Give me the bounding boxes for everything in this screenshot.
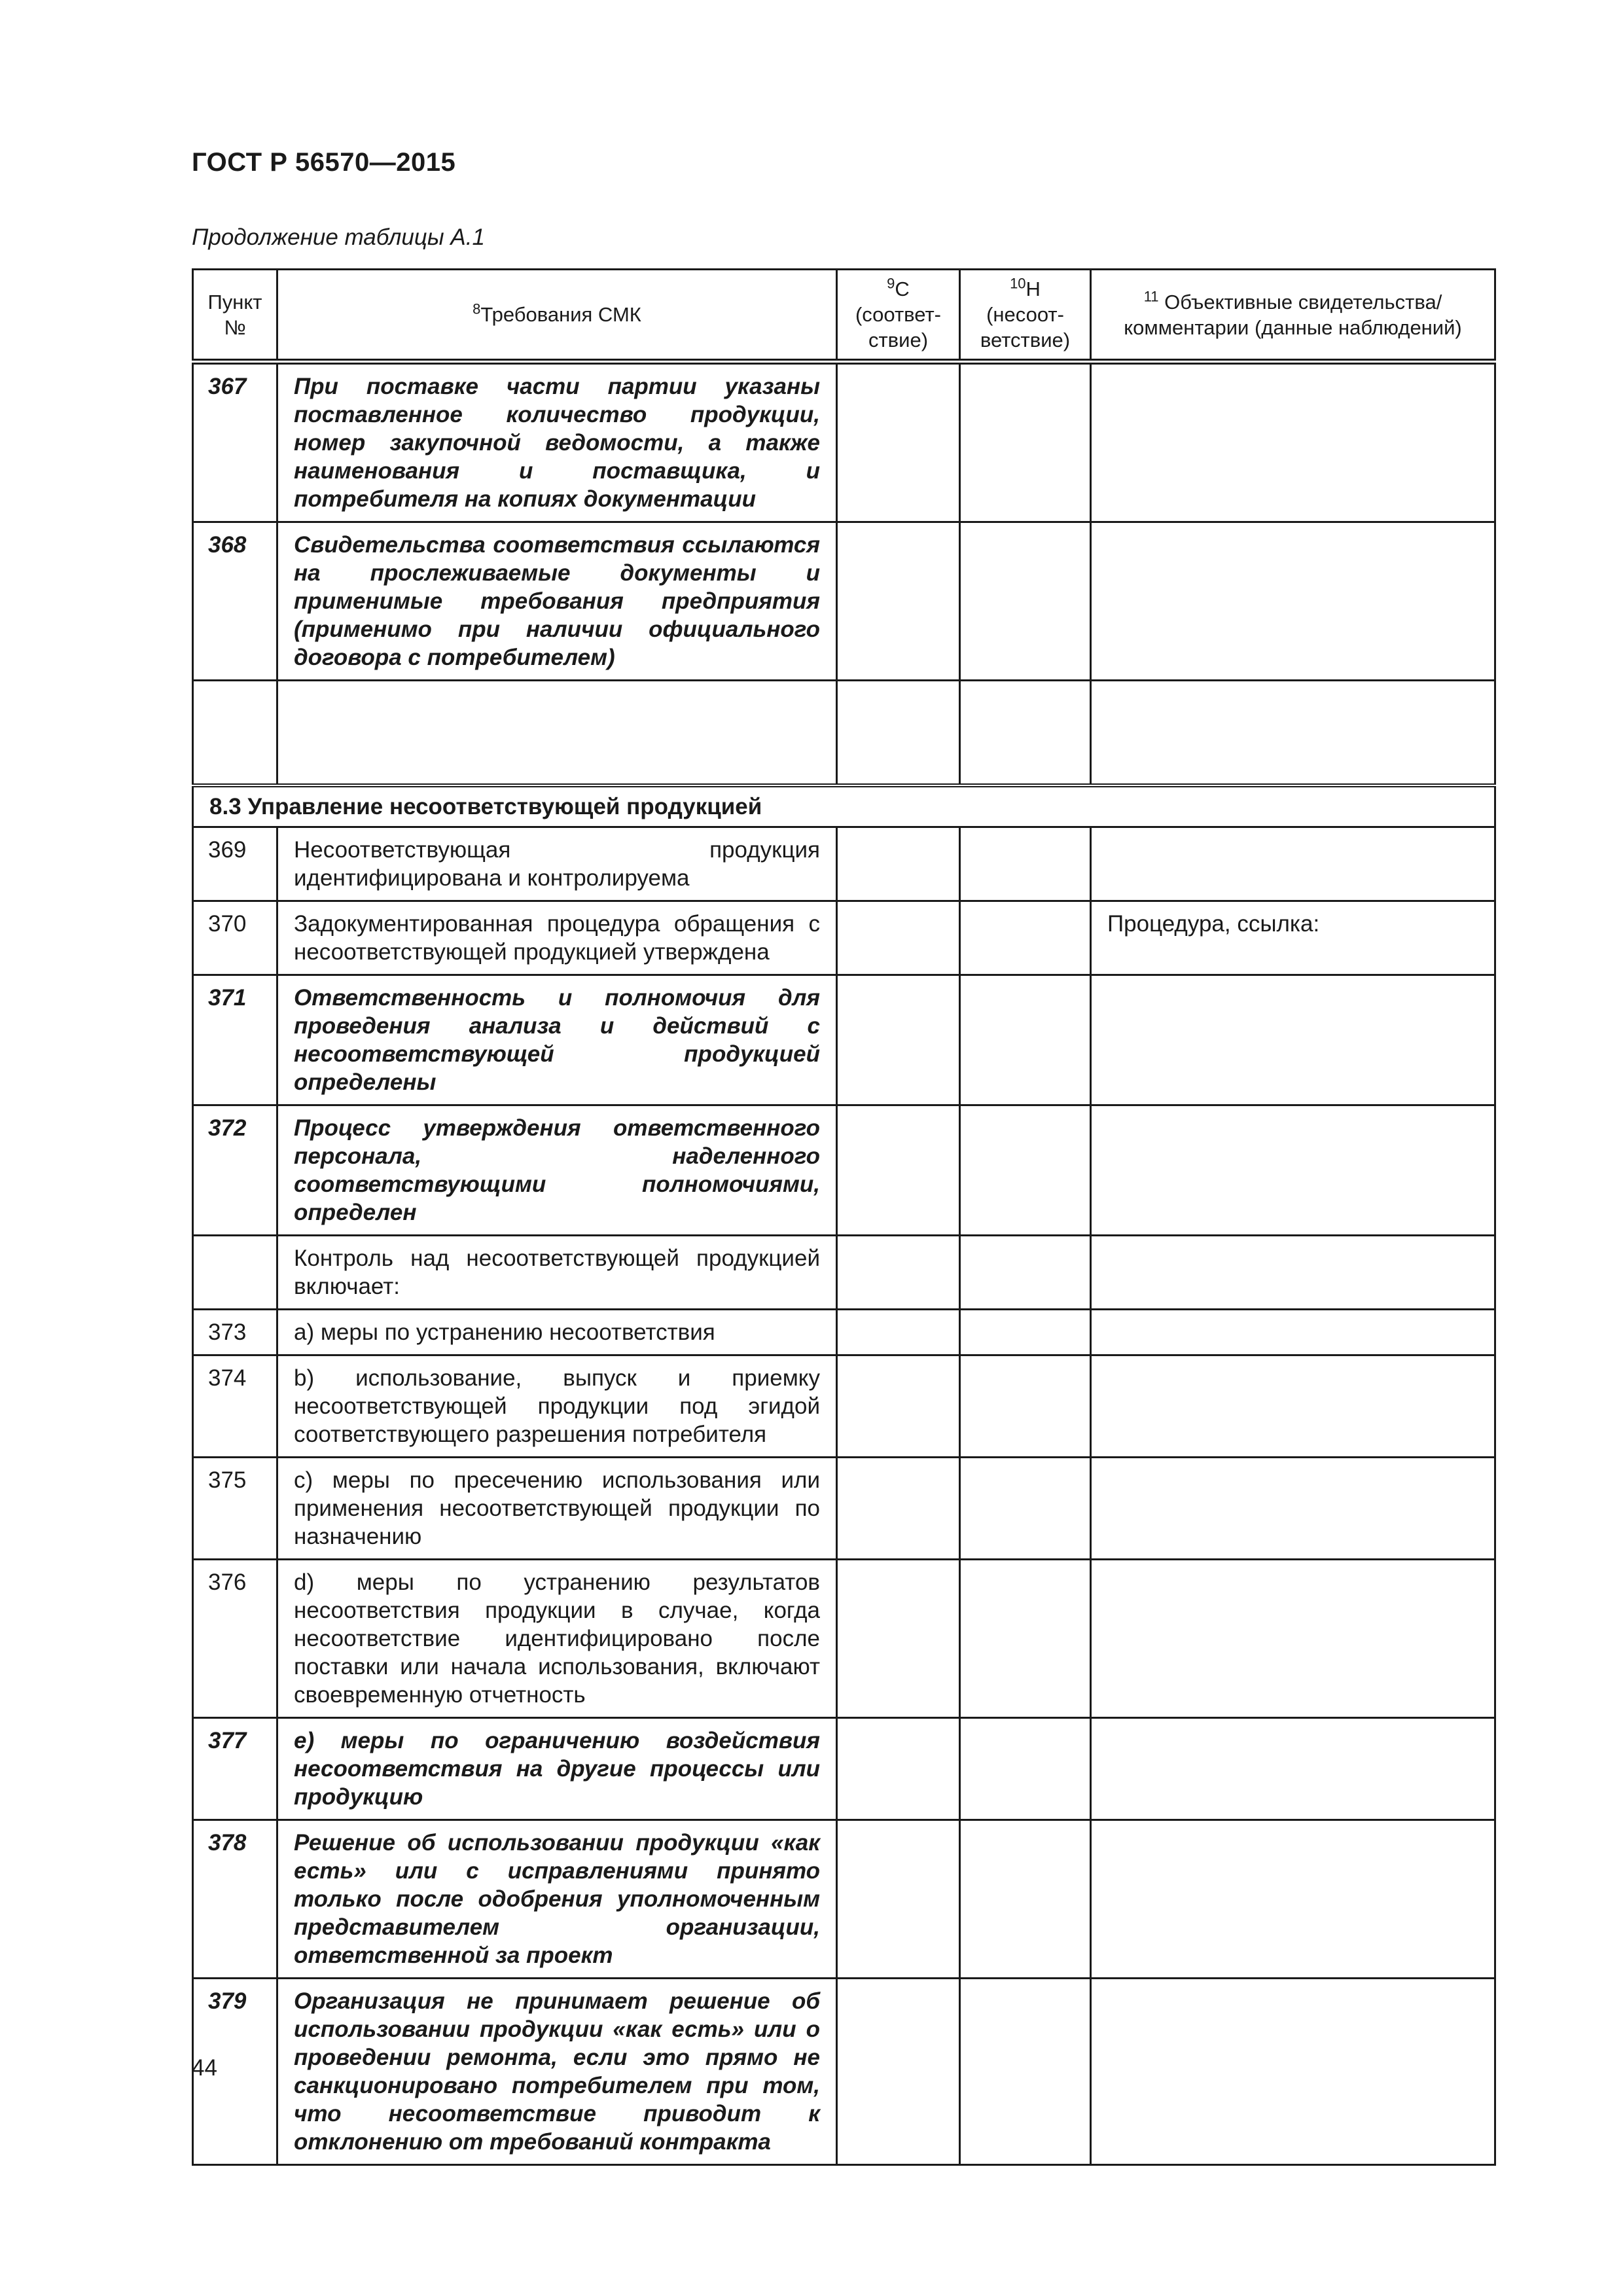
point-number-cell: 379 bbox=[193, 1978, 277, 2164]
conformity-cell bbox=[837, 1355, 960, 1457]
table-row bbox=[193, 681, 1495, 785]
point-number-cell: 372 bbox=[193, 1105, 277, 1235]
nonconformity-cell bbox=[960, 1355, 1091, 1457]
requirement-text-cell: a) меры по устранению несоответствия bbox=[277, 1309, 837, 1355]
requirement-text-cell: Организация не принимает решение об использовании продукции «как есть» или о проведении ремонта, если это прямо не санкционировано потребителем при том, что несоответствие приводит к отклонению от требований контракта bbox=[277, 1978, 837, 2164]
requirement-text-cell: Процесс утверждения ответственного персонала, наделенного соответствующими полномочиями, определен bbox=[277, 1105, 837, 1235]
conformity-cell bbox=[837, 522, 960, 681]
table-body bbox=[193, 362, 1495, 2165]
table-row bbox=[193, 1559, 1495, 1717]
header-nonconformity-sup: 10 bbox=[1010, 275, 1026, 292]
evidence-cell bbox=[1091, 1978, 1495, 2164]
conformity-cell bbox=[837, 1309, 960, 1355]
table-header-row bbox=[193, 270, 1495, 362]
nonconformity-cell bbox=[960, 1559, 1091, 1717]
requirement-text-cell: c) меры по пресечению использования или применения несоответствующей продукции по назначению bbox=[277, 1457, 837, 1559]
requirement-text-cell: b) использование, выпуск и приемку несоответствующей продукции под эгидой соответствующего разрешения потребителя bbox=[277, 1355, 837, 1457]
requirement-text-cell: При поставке части партии указаны поставленное количество продукции, номер закупочной ведомости, а также наименования и поставщика, и потребителя на копиях документации bbox=[277, 362, 837, 522]
conformity-cell bbox=[837, 1559, 960, 1717]
document-header: ГОСТ Р 56570—2015 bbox=[192, 148, 456, 177]
evidence-cell bbox=[1091, 1559, 1495, 1717]
header-evidence-line1: Объективные свидетельства/ bbox=[1158, 290, 1442, 314]
nonconformity-cell bbox=[960, 522, 1091, 681]
table-row bbox=[193, 901, 1495, 975]
table-row bbox=[193, 522, 1495, 681]
evidence-cell bbox=[1091, 681, 1495, 785]
header-nonconformity-line1: Н bbox=[1026, 278, 1041, 300]
evidence-cell bbox=[1091, 522, 1495, 681]
section-row bbox=[193, 785, 1495, 827]
point-number-cell: 374 bbox=[193, 1355, 277, 1457]
evidence-cell bbox=[1091, 1820, 1495, 1978]
evidence-cell bbox=[1091, 1355, 1495, 1457]
nonconformity-cell bbox=[960, 1309, 1091, 1355]
evidence-cell bbox=[1091, 1105, 1495, 1235]
table-row bbox=[193, 827, 1495, 901]
nonconformity-cell bbox=[960, 827, 1091, 901]
point-number-cell: 369 bbox=[193, 827, 277, 901]
table-row bbox=[193, 1717, 1495, 1820]
point-number-cell: 377 bbox=[193, 1717, 277, 1820]
header-conformity-sup: 9 bbox=[887, 275, 895, 292]
header-conformity-line1: С bbox=[895, 278, 910, 300]
point-number-cell bbox=[193, 1235, 277, 1309]
point-number-cell: 370 bbox=[193, 901, 277, 975]
header-conformity-line3: ствие) bbox=[868, 329, 929, 351]
nonconformity-cell bbox=[960, 1978, 1091, 2164]
requirement-text-cell: Контроль над несоответствующей продукцией включает: bbox=[277, 1235, 837, 1309]
conformity-cell bbox=[837, 1717, 960, 1820]
table-row bbox=[193, 362, 1495, 522]
evidence-cell bbox=[1091, 362, 1495, 522]
conformity-cell bbox=[837, 901, 960, 975]
point-number-cell bbox=[193, 681, 277, 785]
requirement-text-cell: Решение об использовании продукции «как есть» или с исправлениями принято только после одобрения уполномоченным представителем организации, ответственной за проект bbox=[277, 1820, 837, 1978]
header-evidence bbox=[1091, 270, 1495, 362]
header-nonconformity bbox=[960, 270, 1091, 362]
table-row bbox=[193, 1457, 1495, 1559]
conformity-cell bbox=[837, 827, 960, 901]
header-point bbox=[193, 270, 277, 362]
point-number-cell: 371 bbox=[193, 975, 277, 1105]
header-conformity-line2: (соответ- bbox=[855, 303, 942, 326]
point-number-cell: 368 bbox=[193, 522, 277, 681]
conformity-cell bbox=[837, 1978, 960, 2164]
table-caption: Продолжение таблицы А.1 bbox=[192, 224, 485, 250]
nonconformity-cell bbox=[960, 1717, 1091, 1820]
conformity-cell bbox=[837, 681, 960, 785]
header-requirements bbox=[277, 270, 837, 362]
point-number-cell: 378 bbox=[193, 1820, 277, 1978]
header-nonconformity-line3: ветствие) bbox=[980, 329, 1071, 351]
page-number: 44 bbox=[192, 2055, 217, 2081]
header-point-line1: Пункт bbox=[207, 290, 262, 314]
conformity-cell bbox=[837, 1820, 960, 1978]
header-evidence-sup: 11 bbox=[1143, 288, 1159, 305]
table-row bbox=[193, 1105, 1495, 1235]
table-row bbox=[193, 1309, 1495, 1355]
nonconformity-cell bbox=[960, 901, 1091, 975]
nonconformity-cell bbox=[960, 362, 1091, 522]
evidence-cell bbox=[1091, 1457, 1495, 1559]
requirement-text-cell: Несоответствующая продукция идентифицирована и контролируема bbox=[277, 827, 837, 901]
nonconformity-cell bbox=[960, 1235, 1091, 1309]
header-evidence-line2: комментарии (данные наблюдений) bbox=[1124, 315, 1462, 339]
requirement-text-cell: Задокументированная процедура обращения с несоответствующей продукцией утверждена bbox=[277, 901, 837, 975]
table-row bbox=[193, 1820, 1495, 1978]
conformity-cell bbox=[837, 1105, 960, 1235]
table-row bbox=[193, 975, 1495, 1105]
conformity-cell bbox=[837, 1457, 960, 1559]
evidence-cell: Процедура, ссылка: bbox=[1091, 901, 1495, 975]
point-number-cell: 376 bbox=[193, 1559, 277, 1717]
nonconformity-cell bbox=[960, 1457, 1091, 1559]
header-requirements-sup: 8 bbox=[473, 300, 481, 317]
table-row bbox=[193, 1235, 1495, 1309]
point-number-cell: 373 bbox=[193, 1309, 277, 1355]
requirement-text-cell: Свидетельства соответствия ссылаются на прослеживаемые документы и применимые требования предприятия (применимо при наличии официального договора с потребителем) bbox=[277, 522, 837, 681]
evidence-cell bbox=[1091, 1235, 1495, 1309]
nonconformity-cell bbox=[960, 681, 1091, 785]
conformity-cell bbox=[837, 1235, 960, 1309]
conformity-cell bbox=[837, 362, 960, 522]
header-point-line2: № bbox=[224, 315, 246, 339]
nonconformity-cell bbox=[960, 1820, 1091, 1978]
conformity-cell bbox=[837, 975, 960, 1105]
header-requirements-text: Требования СМК bbox=[480, 303, 641, 326]
requirement-text-cell bbox=[277, 681, 837, 785]
evidence-cell bbox=[1091, 975, 1495, 1105]
point-number-cell: 367 bbox=[193, 362, 277, 522]
evidence-cell bbox=[1091, 1717, 1495, 1820]
requirement-text-cell: e) меры по ограничению воздействия несоответствия на другие процессы или продукцию bbox=[277, 1717, 837, 1820]
nonconformity-cell bbox=[960, 1105, 1091, 1235]
section-title: 8.3 Управление несоответствующей продукцией bbox=[193, 785, 1495, 827]
nonconformity-cell bbox=[960, 975, 1091, 1105]
table-row bbox=[193, 1355, 1495, 1457]
requirement-text-cell: Ответственность и полномочия для проведения анализа и действий с несоответствующей продукцией определены bbox=[277, 975, 837, 1105]
point-number-cell: 375 bbox=[193, 1457, 277, 1559]
requirement-text-cell: d) меры по устранению результатов несоответствия продукции в случае, когда несоответствие идентифицировано после поставки или начала использования, включают своевременную отчетность bbox=[277, 1559, 837, 1717]
requirements-table bbox=[192, 268, 1496, 2166]
evidence-cell bbox=[1091, 827, 1495, 901]
table-row bbox=[193, 1978, 1495, 2164]
header-conformity bbox=[837, 270, 960, 362]
header-nonconformity-line2: (несоот- bbox=[986, 303, 1064, 326]
evidence-cell bbox=[1091, 1309, 1495, 1355]
